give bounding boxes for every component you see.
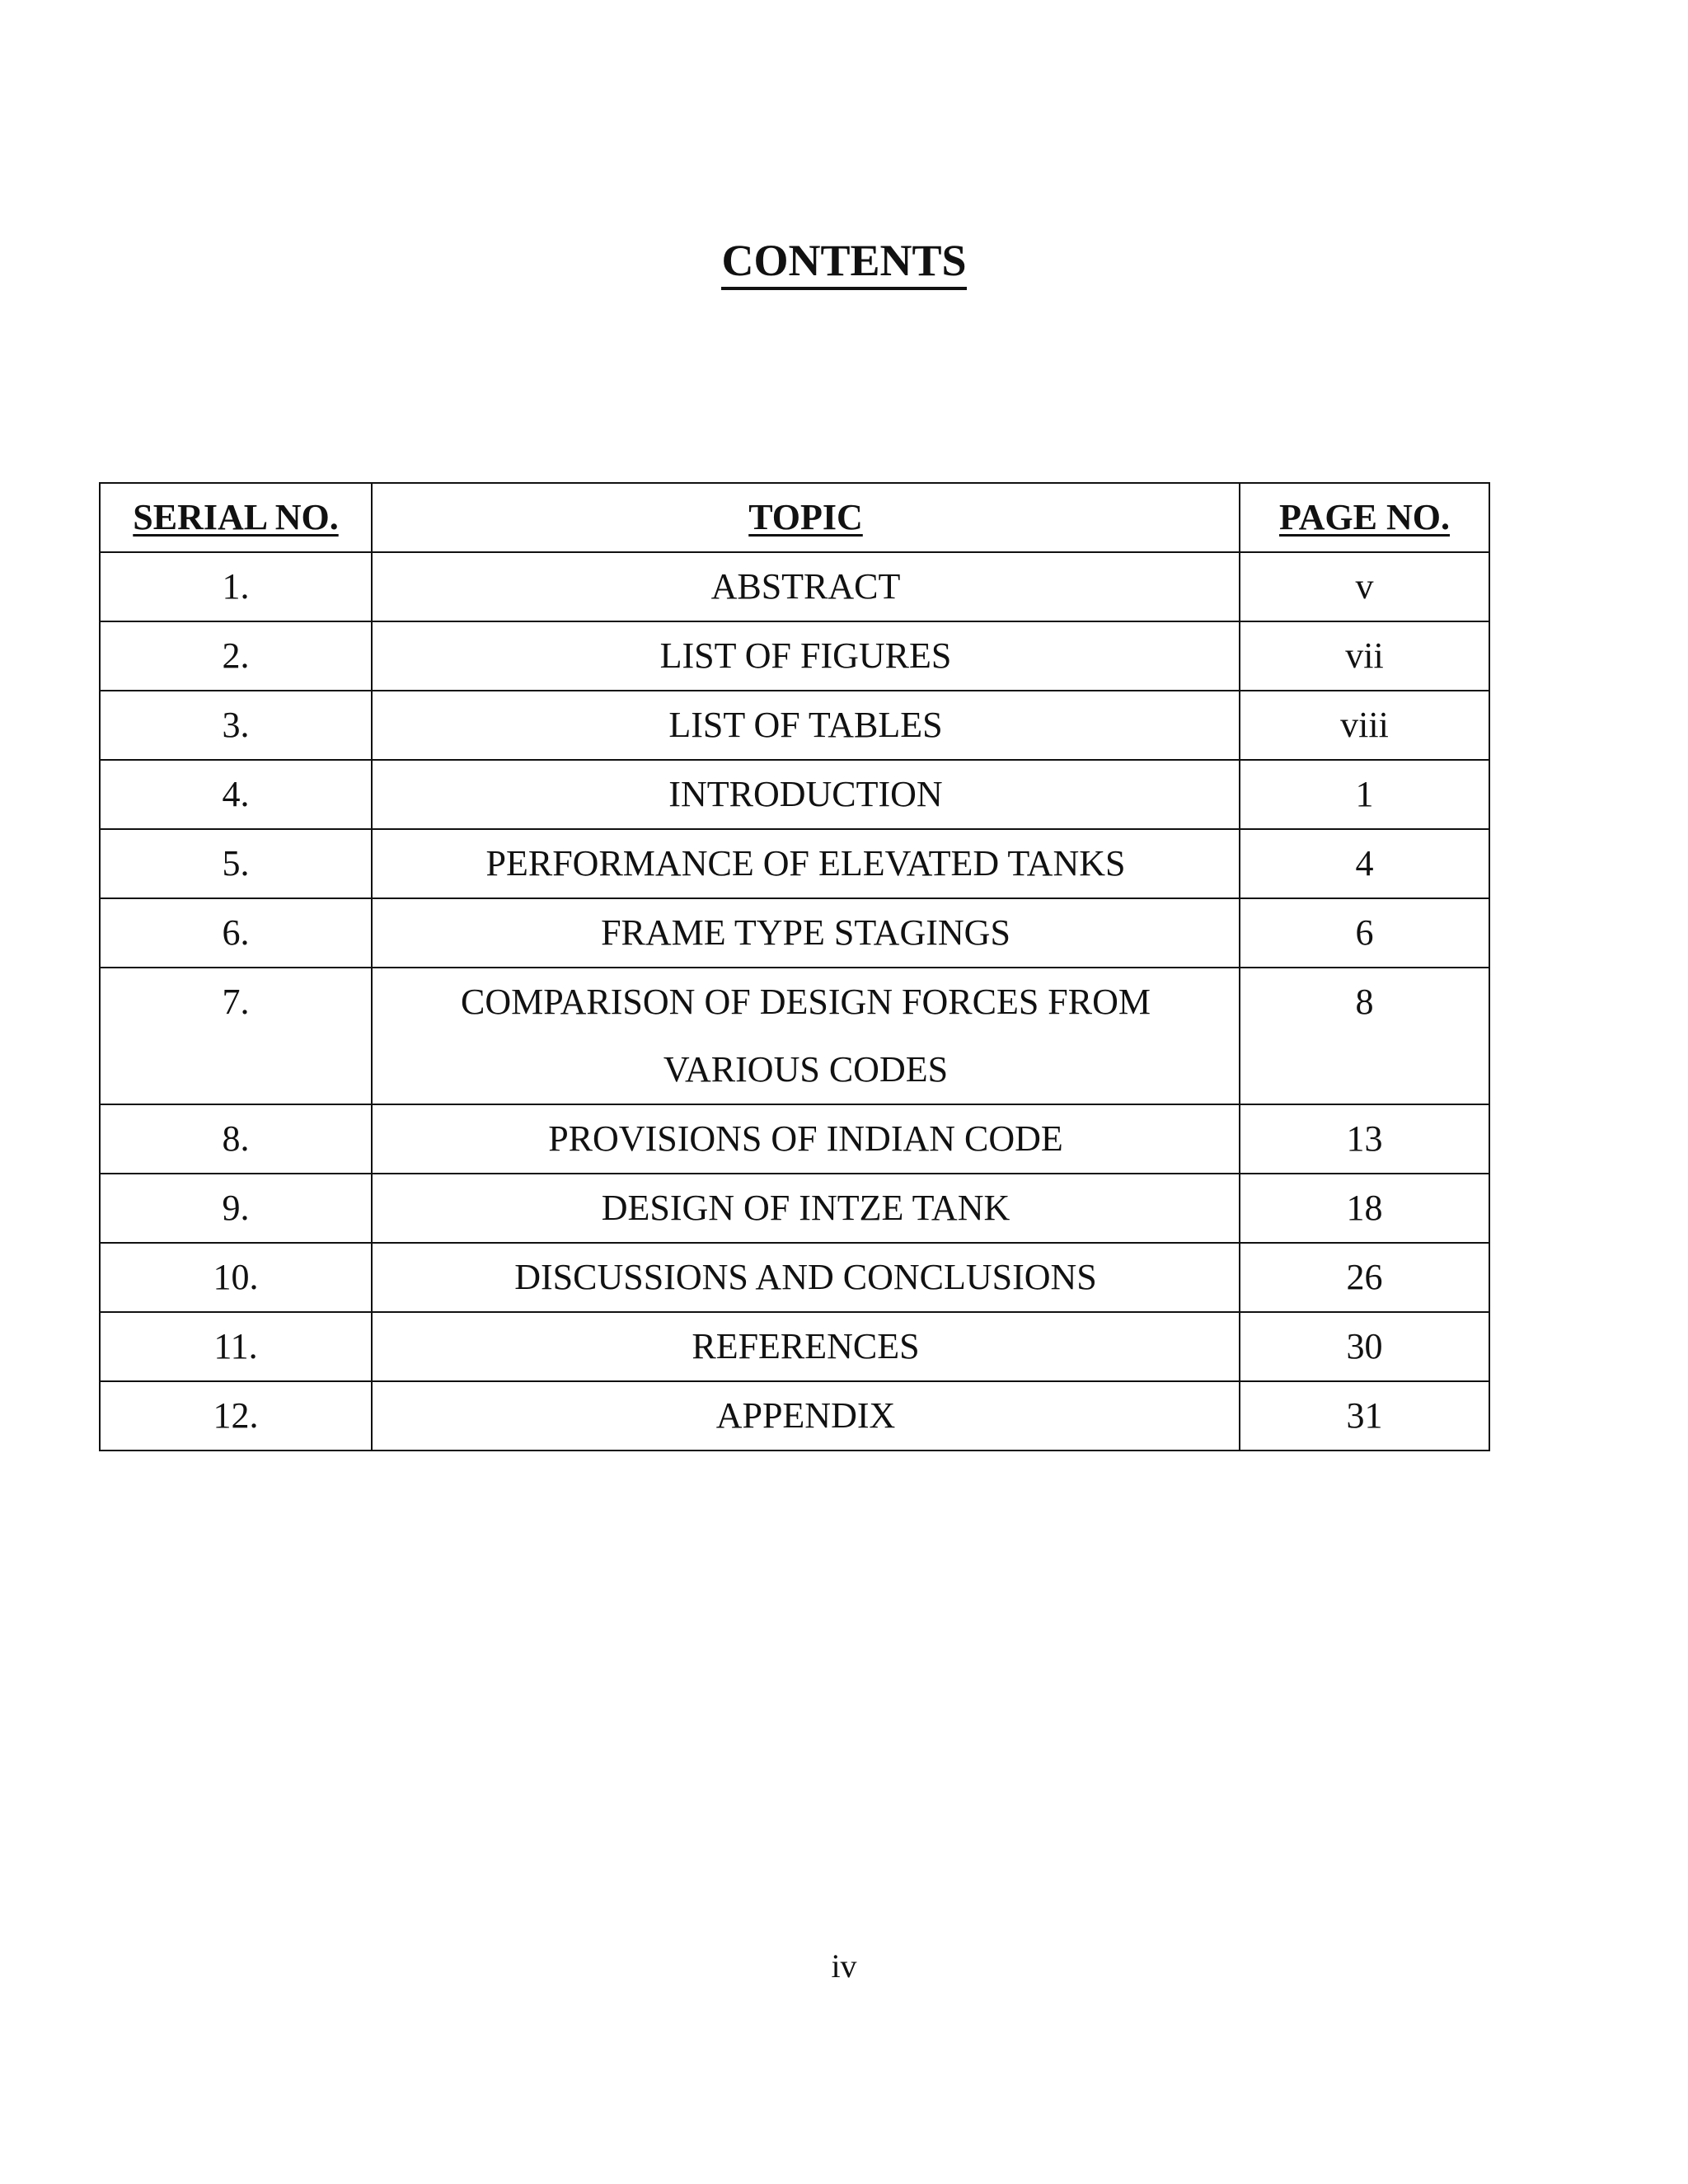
topic-cell	[372, 1243, 1240, 1312]
table-header-row	[100, 483, 1489, 552]
page-cell: 13	[1240, 1104, 1489, 1174]
serial-cell: 1.	[100, 552, 372, 621]
header-serial	[100, 483, 372, 552]
header-topic	[372, 483, 1240, 552]
serial-cell: 2.	[100, 621, 372, 691]
topic-cell	[372, 1174, 1240, 1243]
page-title	[0, 231, 1688, 290]
page-number: iv	[831, 1947, 857, 1985]
serial-cell: 12.	[100, 1381, 372, 1451]
table-row	[100, 898, 1489, 968]
serial-cell: 7.	[100, 968, 372, 1104]
topic-line: REFERENCES	[692, 1326, 920, 1366]
topic-line: INTRODUCTION	[668, 774, 943, 814]
page-cell: vii	[1240, 621, 1489, 691]
page-cell: 31	[1240, 1381, 1489, 1451]
topic-cell	[372, 829, 1240, 898]
serial-cell: 8.	[100, 1104, 372, 1174]
table-row	[100, 1381, 1489, 1451]
topic-line: VARIOUS CODES	[663, 1049, 949, 1090]
serial-cell: 6.	[100, 898, 372, 968]
serial-cell: 11.	[100, 1312, 372, 1381]
table-row	[100, 1243, 1489, 1312]
topic-line: FRAME TYPE STAGINGS	[601, 912, 1010, 953]
page-cell: 6	[1240, 898, 1489, 968]
table-row	[100, 621, 1489, 691]
page-cell: viii	[1240, 691, 1489, 760]
table-row	[100, 1312, 1489, 1381]
header-page-label: PAGE NO.	[1279, 497, 1450, 537]
table-body	[100, 552, 1489, 1451]
topic-line: APPENDIX	[715, 1395, 896, 1436]
table-row	[100, 1104, 1489, 1174]
topic-line: PROVISIONS OF INDIAN CODE	[548, 1118, 1063, 1159]
contents-table	[99, 482, 1490, 1451]
topic-cell	[372, 1104, 1240, 1174]
page-cell: v	[1240, 552, 1489, 621]
serial-cell: 3.	[100, 691, 372, 760]
topic-cell	[372, 552, 1240, 621]
serial-cell: 9.	[100, 1174, 372, 1243]
topic-line: COMPARISON OF DESIGN FORCES FROM	[460, 982, 1151, 1022]
page-cell: 8	[1240, 968, 1489, 1104]
header-serial-label: SERIAL NO.	[133, 497, 339, 537]
serial-cell: 10.	[100, 1243, 372, 1312]
header-topic-label: TOPIC	[748, 497, 863, 537]
table-row	[100, 552, 1489, 621]
topic-cell	[372, 898, 1240, 968]
table-row	[100, 691, 1489, 760]
page-cell: 4	[1240, 829, 1489, 898]
topic-line: LIST OF FIGURES	[659, 635, 952, 676]
topic-cell	[372, 1312, 1240, 1381]
page-cell: 26	[1240, 1243, 1489, 1312]
table-row	[100, 829, 1489, 898]
header-page	[1240, 483, 1489, 552]
topic-line: LIST OF TABLES	[668, 705, 943, 745]
serial-cell: 5.	[100, 829, 372, 898]
table-row	[100, 760, 1489, 829]
topic-line: DESIGN OF INTZE TANK	[601, 1188, 1010, 1228]
table-row	[100, 1174, 1489, 1243]
topic-cell	[372, 1381, 1240, 1451]
topic-cell	[372, 691, 1240, 760]
page-cell: 1	[1240, 760, 1489, 829]
topic-cell	[372, 621, 1240, 691]
topic-line: ABSTRACT	[710, 566, 901, 607]
serial-cell: 4.	[100, 760, 372, 829]
page-cell: 18	[1240, 1174, 1489, 1243]
topic-cell	[372, 760, 1240, 829]
topic-line: DISCUSSIONS AND CONCLUSIONS	[514, 1257, 1097, 1297]
topic-line: PERFORMANCE OF ELEVATED TANKS	[485, 843, 1126, 883]
topic-cell	[372, 968, 1240, 1104]
table-row	[100, 968, 1489, 1104]
page-cell: 30	[1240, 1312, 1489, 1381]
page-title-text: CONTENTS	[721, 236, 966, 290]
